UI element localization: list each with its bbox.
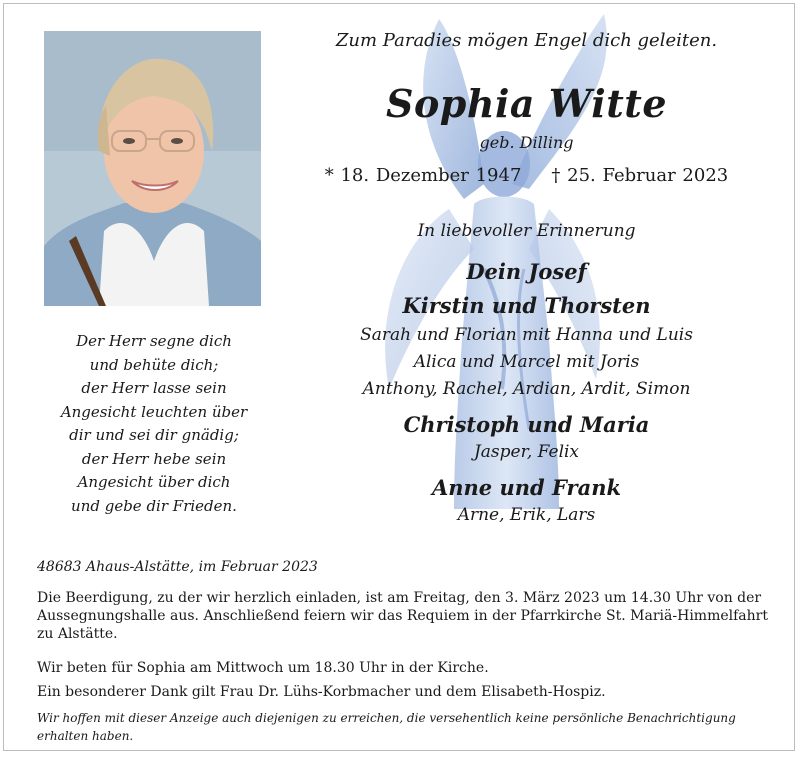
family-member-line: Alica und Marcel mit Joris (413, 352, 640, 372)
life-dates (309, 165, 744, 186)
deceased-name: Sophia Witte (386, 81, 667, 126)
psalm-line: Angesicht über dich (77, 473, 231, 491)
family-group-title: Dein Josef (466, 259, 587, 284)
obituary-notice (3, 3, 795, 751)
psalm-verse (34, 330, 274, 518)
birth-date: * 18. Dezember 1947 (324, 165, 522, 186)
psalm-line: dir und sei dir gnädig; (69, 426, 239, 444)
family-member-line: Jasper, Felix (473, 442, 580, 462)
remembrance-intro: In liebevoller Erinnerung (417, 221, 636, 241)
birth-name: geb. Dilling (479, 133, 574, 152)
psalm-line: der Herr lasse sein (81, 379, 227, 397)
mourners-list (309, 258, 744, 529)
family-member-line: Anthony, Rachel, Ardian, Ardit, Simon (362, 379, 691, 399)
funeral-info: Die Beerdigung, zu der wir herzlich einladen, ist am Freitag, den 3. März 2023 um 14.30 Uhr von der Aussegnungshalle aus. Anschließend feiern wir das Requiem in der Pfarrkirche St. Mariä-Himmelfahrt zu Alstätte. (37, 590, 768, 642)
portrait-photo (44, 31, 261, 306)
psalm-line: der Herr hebe sein (81, 449, 227, 468)
family-member-line: Sarah und Florian mit Hanna und Luis (360, 325, 693, 345)
psalm-line: und gebe dir Frieden. (71, 496, 237, 515)
family-group (309, 411, 744, 466)
notification-note: Wir hoffen mit dieser Anzeige auch diejenigen zu erreichen, die versehentlich keine persönliche Benachrichtigung erhalten haben. (37, 711, 736, 743)
death-date: † 25. Februar 2023 (551, 165, 729, 186)
family-group (309, 258, 744, 286)
family-member-line: Arne, Erik, Lars (457, 505, 596, 525)
prayer-info: Wir beten für Sophia am Mittwoch um 18.30 Uhr in der Kirche. (37, 660, 489, 676)
psalm-line: Der Herr segne dich (76, 332, 232, 350)
family-group-title: Anne und Frank (431, 475, 622, 500)
psalm-line: Angesicht leuchten über (60, 402, 248, 421)
thanks-info: Ein besonderer Dank gilt Frau Dr. Lühs-Korbmacher und dem Elisabeth-Hospiz. (37, 684, 606, 700)
family-group-title: Christoph und Maria (403, 412, 650, 437)
family-group (309, 292, 744, 403)
place-date: 48683 Ahaus-Alstätte, im Februar 2023 (37, 559, 318, 575)
family-group-title: Kirstin und Thorsten (402, 293, 651, 318)
family-group (309, 474, 744, 529)
motto: Zum Paradies mögen Engel dich geleiten. (335, 30, 718, 51)
psalm-line: und behüte dich; (89, 355, 219, 374)
